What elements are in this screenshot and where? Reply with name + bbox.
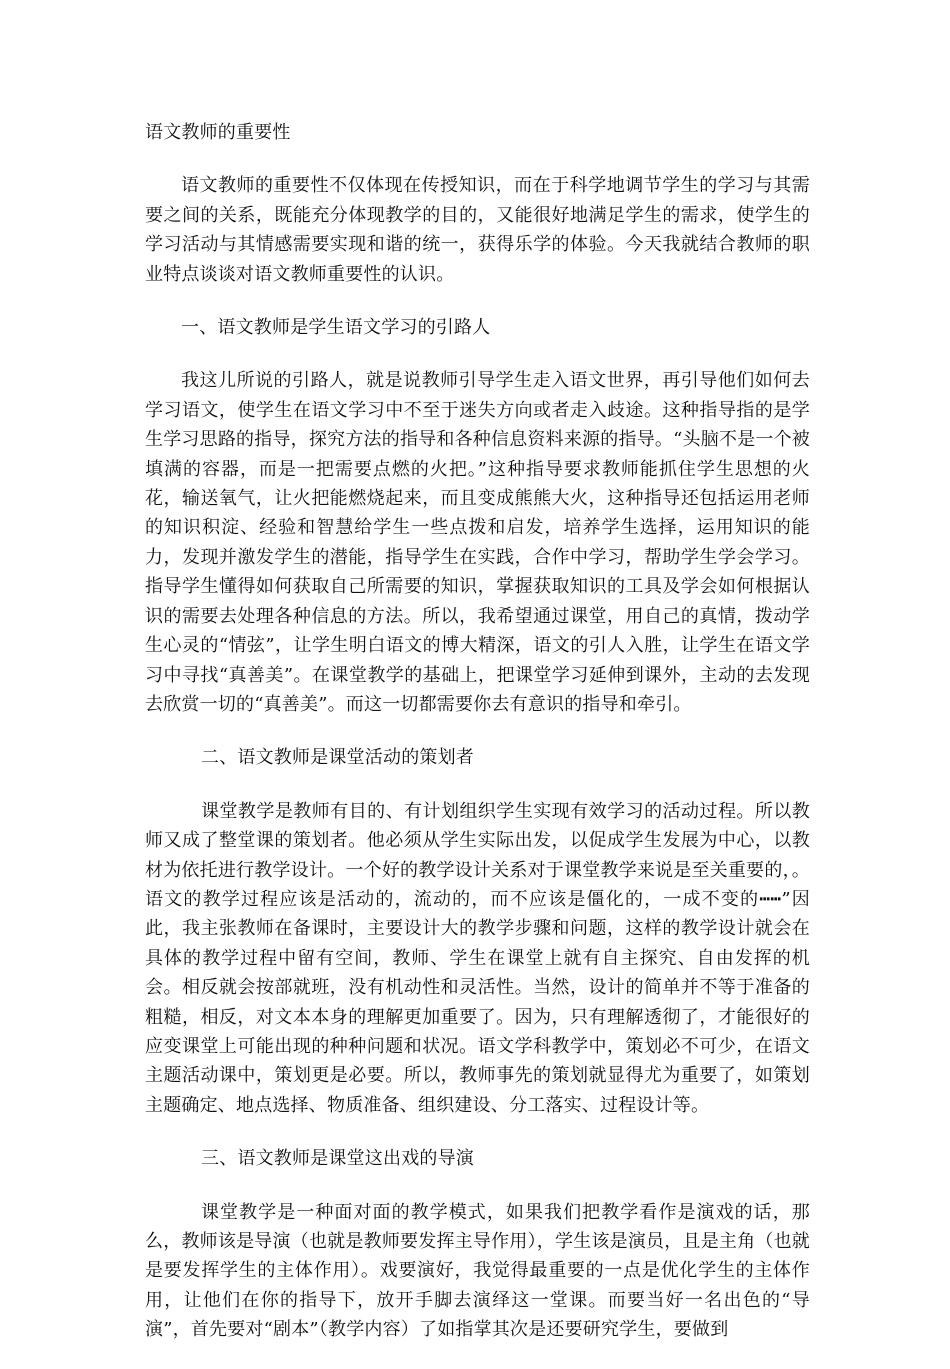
section-body-2: 课堂教学是教师有目的、有计划组织学生实现有效学习的活动过程。所以教师又成了整堂课的策划者。他必须从学生实际出发，以促成学生发展为中心，以教材为依托进行教学设计。一个好的教学设计关系对于课堂教学来说是至关重要的，。语文的教学过程应该是活动的，流动的，而不应该是僵化的，一成不变的┅┅”因此，我主张教师在备课时，主要设计大的教学步骤和问题，这样的教学设计就会在具体的教学过程中留有空间，教师、学生在课堂上就有自主探究、自由发挥的机会。相反就会按部就班，没有机动性和灵活性。当然，设计的简单并不等于准备的粗糙，相反，对文本本身的理解更加重要了。因为，只有理解透彻了，才能很好的应变课堂上可能出现的种种问题和状况。语文学科教学中，策划必不可少，在语文主题活动课中，策划更是必要。所以，教师事先的策划就显得尤为重要了，如策划主题确定、地点选择、物质准备、组织建设、分工落实、过程设计等。 (145, 800, 810, 1116)
section-heading-2: 二、语文教师是课堂活动的策划者 (201, 747, 474, 769)
document-title: 语文教师的重要性 (145, 122, 291, 143)
section-body-3: 课堂教学是一种面对面的教学模式，如果我们把教学看作是演戏的话，那么，教师该是导演（也就是教师要发挥主导作用），学生该是演员，且是主角（也就是要发挥学生的主体作用）。戏要演好，我觉得最重要的一点是优化学生的主体作用，让他们在你的指导下，放开手脚去演绎这一堂课。而要当好一名出色的“导演”，首先要对“剧本”（教学内容）了如指掌其次是还要研究学生，要做到 (145, 1201, 810, 1341)
section-heading-3: 三、语文教师是课堂这出戏的导演 (201, 1148, 474, 1170)
intro-paragraph: 语文教师的重要性不仅体现在传授知识，而在于科学地调节学生的学习与其需要之间的关系，既能充分体现教学的目的，又能很好地满足学生的需求，使学生的学习活动与其情感需要实现和谐的统一，获得乐学的体验。今天我就结合教师的职业特点谈谈对语文教师重要性的认识。 (145, 175, 810, 285)
document-page (145, 118, 810, 1369)
section-heading-1: 一、语文教师是学生语文学习的引路人 (181, 317, 491, 339)
section-body-1: 我这儿所说的引路人，就是说教师引导学生走入语文世界，再引导他们如何去学习语文，使学生在语文学习中不至于迷失方向或者走入歧途。这种指导指的是学生学习思路的指导，探究方法的指导和各种信息资料来源的指导。“头脑不是一个被填满的容器，而是一把需要点燃的火把。”这种指导要求教师能抓住学生思想的火花，输送氧气，让火把能燃烧起来，而且变成熊熊大火，这种指导还包括运用老师的知识积淀、经验和智慧给学生一些点拨和启发，培养学生选择，运用知识的能力，发现并激发学生的潜能，指导学生在实践，合作中学习，帮助学生学会学习。指导学生懂得如何获取自己所需要的知识，掌握获取知识的工具及学会如何根据认识的需要去处理各种信息的方法。所以，我希望通过课堂，用自己的真情，拨动学生心灵的“情弦”，让学生明白语文的博大精深，语文的引人入胜，让学生在语文学习中寻找“真善美”。在课堂教学的基础上，把课堂学习延伸到课外，主动的去发现去欣赏一切的“真善美”。而这一切都需要你去有意识的指导和牵引。 (145, 370, 810, 715)
